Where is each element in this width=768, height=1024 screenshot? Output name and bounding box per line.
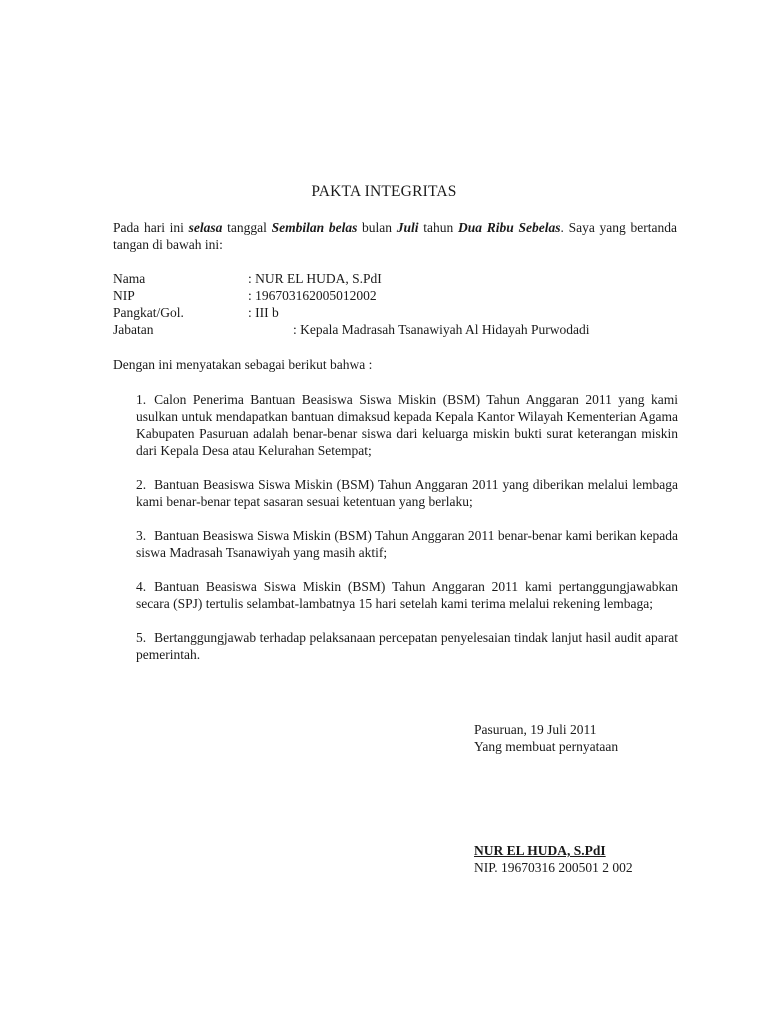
intro-text-1: Pada hari ini	[113, 220, 189, 235]
item-text: Bantuan Beasiswa Siswa Miskin (BSM) Tahun Anggaran 2011 yang diberikan melalui lembaga kami benar-benar tepat sasaran sesuai ketentuan yang berlaku;	[136, 477, 678, 509]
intro-text-3: bulan	[357, 220, 397, 235]
signature-role: Yang membuat pernyataan	[474, 739, 619, 754]
position-label: Jabatan	[113, 322, 154, 337]
intro-paragraph	[113, 219, 677, 253]
intro-text-2: tanggal	[222, 220, 272, 235]
name-value: : NUR EL HUDA, S.PdI	[248, 271, 382, 286]
name-label: Nama	[113, 271, 146, 286]
identity-block	[113, 270, 713, 338]
intro-text-5: . Saya yang bertanda tangan di bawah ini:	[113, 220, 677, 252]
nip-label: NIP	[113, 288, 135, 303]
identity-row-rank	[113, 304, 713, 321]
intro-date: Sembilan belas	[271, 220, 358, 235]
declaration-list	[136, 391, 678, 680]
declaration-statement: Dengan ini menyatakan sebagai berikut bahwa :	[113, 357, 373, 372]
list-item	[136, 578, 678, 612]
signatory-nip: NIP. 19670316 200501 2 002	[474, 860, 633, 875]
item-number: 2.	[136, 477, 147, 492]
intro-year: Dua Ribu Sebelas	[458, 220, 561, 235]
list-item	[136, 629, 678, 663]
identity-row-name	[113, 270, 713, 287]
item-text: Bantuan Beasiswa Siswa Miskin (BSM) Tahun Anggaran 2011 kami pertanggungjawabkan secara (SPJ) tertulis selambat-lambatnya 15 hari setelah kami terima melalui rekening lembaga;	[136, 579, 678, 611]
list-item	[136, 527, 678, 561]
item-text: Bantuan Beasiswa Siswa Miskin (BSM) Tahun Anggaran 2011 benar-benar kami berikan kepada siswa Madrasah Tsanawiyah yang masih aktif;	[136, 528, 678, 560]
list-item	[136, 391, 678, 459]
list-item	[136, 476, 678, 510]
signatory-name: NUR EL HUDA, S.PdI	[474, 843, 606, 858]
rank-value: : III b	[248, 305, 279, 320]
intro-text-4: tahun	[418, 220, 458, 235]
item-number: 3.	[136, 528, 147, 543]
item-number: 1.	[136, 392, 147, 407]
intro-day: selasa	[188, 220, 223, 235]
signature-place-date: Pasuruan, 19 Juli 2011	[474, 722, 597, 737]
item-number: 5.	[136, 630, 147, 645]
item-text: Bertanggungjawab terhadap pelaksanaan percepatan penyelesaian tindak lanjut hasil audit aparat pemerintah.	[136, 630, 678, 662]
identity-row-position	[113, 321, 713, 338]
item-number: 4.	[136, 579, 147, 594]
signature-name-block	[474, 842, 633, 876]
position-value: : Kepala Madrasah Tsanawiyah Al Hidayah Purwodadi	[293, 322, 590, 337]
document-title: PAKTA INTEGRITAS	[311, 183, 457, 200]
signature-place-block	[474, 721, 618, 755]
identity-row-nip	[113, 287, 713, 304]
nip-value: : 196703162005012002	[248, 288, 377, 303]
rank-label: Pangkat/Gol.	[113, 305, 184, 320]
item-text: Calon Penerima Bantuan Beasiswa Siswa Miskin (BSM) Tahun Anggaran 2011 yang kami usulkan untuk mendapatkan bantuan dimaksud kepada Kepala Kantor Wilayah Kementerian Agama Kabupaten Pasuruan adalah benar-benar siswa dari keluarga miskin bukti surat keterangan miskin dari Kepala Desa atau Kelurahan Setempat;	[136, 392, 678, 458]
intro-month: Juli	[396, 220, 419, 235]
